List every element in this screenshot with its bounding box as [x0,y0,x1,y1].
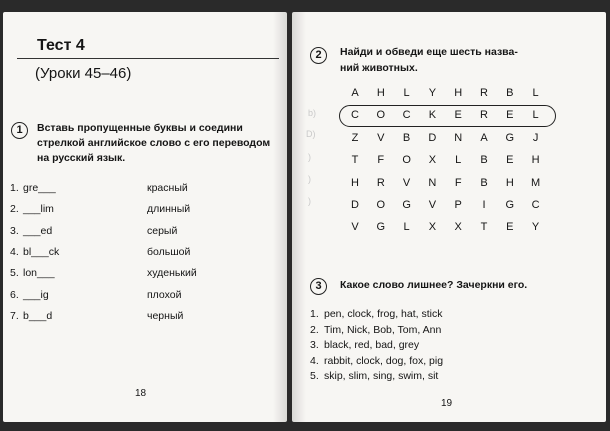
english-word: b___d [23,309,53,322]
exercise-words: pen, clock, frog, hat, stick [324,308,443,320]
russian-translation: плохой [147,288,182,301]
title-rule [17,58,279,59]
grid-letter: G [402,199,411,211]
item-number: 4. [10,245,19,258]
exercise-number: 1. [310,308,319,320]
task-3-instructions: Какое слово лишнее? Зачеркни его. [340,279,528,291]
grid-letter: G [505,199,515,211]
spine-shadow [273,12,287,422]
task-2-number: 2 [310,47,327,64]
grid-letter: L [455,154,462,167]
grid-letter: C [351,109,359,122]
exercise-number: 5. [310,370,319,383]
item-number: 2. [10,203,19,216]
grid-letter: H [531,154,540,167]
exercise-words: Tim, Nick, Bob, Tom, Ann [324,323,442,336]
grid-letter: J [532,131,539,144]
english-word: lon___ [23,267,55,280]
grid-letter: X [454,221,462,234]
exercise-words: rabbit, clock, dog, fox, pig [324,354,444,367]
grid-letter: I [482,199,486,211]
russian-translation: худенький [147,267,197,280]
lessons-subtitle: (Уроки 45–46) [35,65,132,82]
faint-mark: D) [306,129,316,139]
grid-letter: A [480,131,488,144]
grid-letter: V [377,131,385,144]
faint-mark: ) [308,174,311,184]
english-word: ___ed [23,224,53,237]
exercise-words: black, red, bad, grey [324,339,420,352]
grid-letter: Y [531,221,540,234]
grid-letter: V [428,199,437,211]
faint-mark: ) [308,196,311,206]
grid-letter: R [376,176,385,189]
grid-letter: B [480,154,488,167]
right-page [292,12,606,422]
exercise-number: 2. [310,323,319,336]
grid-letter: G [376,221,386,234]
grid-letter: M [531,176,541,189]
grid-letter: T [480,221,488,234]
left-page [3,12,287,422]
grid-letter: A [351,87,359,99]
item-number: 5. [10,267,19,280]
grid-letter: T [351,154,359,167]
grid-letter: B [402,131,411,144]
grid-letter: P [454,199,462,211]
grid-letter: O [402,154,411,167]
russian-translation: красный [147,182,188,194]
spine-shadow [292,12,306,422]
grid-letter: X [428,154,437,167]
grid-letter: G [505,131,515,144]
grid-letter: O [376,109,386,122]
exercise-words: skip, slim, sing, swim, sit [324,370,439,383]
english-word: ___lim [23,203,54,216]
grid-letter: H [505,176,514,189]
grid-letter: E [506,154,514,167]
task-1-number: 1 [11,122,28,139]
grid-letter: R [480,87,488,99]
grid-letter: Z [351,131,359,144]
task-3-number: 3 [310,278,327,295]
exercise-number: 4. [310,354,319,367]
grid-letter: H [376,87,385,99]
faint-mark: b) [308,108,317,118]
exercise-number: 3. [310,339,319,352]
grid-letter: L [403,87,410,99]
item-number: 3. [10,224,19,237]
grid-letter: F [377,154,385,167]
english-word: bl___ck [23,245,60,258]
russian-translation: черный [147,309,184,322]
page-number-left: 18 [135,388,147,399]
grid-letter: O [376,199,386,211]
grid-letter: N [454,131,463,144]
grid-letter: D [351,199,359,211]
russian-translation: серый [147,224,178,237]
grid-letter: H [454,87,463,99]
russian-translation: длинный [147,203,191,216]
task-2-line-1: Найди и обведи еще шесть назва- [340,46,518,58]
grid-letter: E [454,109,462,122]
grid-letter: L [403,221,410,234]
grid-letter: L [532,109,539,122]
grid-letter: K [428,109,437,122]
grid-letter: C [402,109,411,122]
page-number-right: 19 [441,398,453,409]
grid-letter: F [454,176,462,189]
grid-letter: X [428,221,437,234]
english-word: gre___ [23,182,56,194]
grid-letter: Y [428,87,437,99]
russian-translation: большой [147,245,191,258]
grid-letter: N [428,176,437,189]
task-1-instructions: Вставь пропущенные буквы и соедини стрелкой английское слово с его переводом на русский язык. [37,122,271,164]
grid-letter: D [428,131,437,144]
english-word: ___ig [23,288,49,301]
grid-letter: C [531,199,540,211]
grid-letter: L [532,87,539,99]
grid-letter: B [506,87,514,99]
grid-letter: B [480,176,488,189]
faint-mark: ) [308,152,311,162]
grid-letter: E [506,109,514,122]
test-title: Тест 4 [37,37,85,54]
grid-letter: E [506,221,514,234]
grid-letter: R [480,109,488,122]
task-2-line-2: ний животных. [340,62,418,74]
item-number: 6. [10,288,19,301]
grid-letter: V [351,221,359,234]
grid-letter: H [351,176,359,189]
item-number: 1. [10,182,19,194]
grid-letter: V [402,176,411,189]
item-number: 7. [10,309,19,322]
